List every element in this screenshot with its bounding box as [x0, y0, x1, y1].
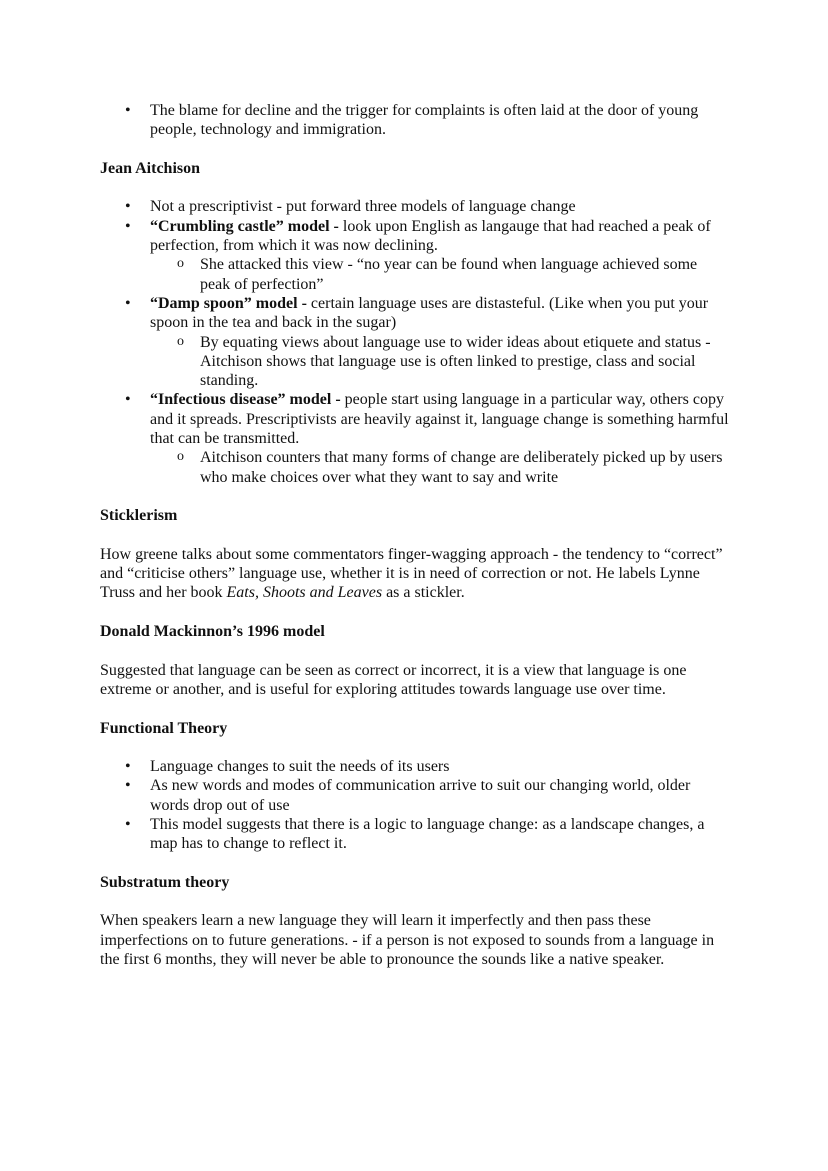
functional-list: [100, 757, 730, 853]
item-text: certain language uses are distasteful. (Like when you put your spoon in the tea and back in the sugar): [150, 294, 709, 332]
list-item: [100, 197, 730, 216]
paragraph-text: How greene talks about some commentators finger-wagging approach - the tendency to “correct” and “criticise others” language use, whether it is in need of correction or not. He labels Lynne Truss and her book: [100, 545, 723, 602]
list-item: [100, 217, 730, 294]
intro-list: [100, 101, 730, 140]
list-item: [100, 294, 730, 390]
model-name: “Crumbling castle” model -: [150, 217, 339, 235]
sub-list-item: o She attacked this view - “no year can be found when language achieved some peak of perfection”: [150, 255, 730, 294]
list-item: • This model suggests that there is a logic to language change: as a landscape changes, a map has to change to reflect it.: [100, 815, 730, 854]
sticklerism-paragraph: [100, 545, 730, 603]
list-item: [100, 390, 730, 486]
document-page: [100, 101, 730, 989]
heading-sticklerism: Sticklerism: [100, 507, 178, 525]
heading-jean-aitchison: Jean Aitchison: [100, 159, 201, 177]
model-name: “Infectious disease” model -: [150, 391, 341, 409]
aitchison-list: [100, 197, 730, 486]
mackinnon-paragraph: Suggested that language can be seen as correct or incorrect, it is a view that language is one extreme or another, and is useful for exploring attitudes towards language use over time.: [100, 661, 687, 698]
paragraph-text: as a stickler.: [382, 584, 465, 602]
item-text: Not a prescriptivist - put forward three models of language change: [150, 198, 576, 216]
sub-list-item: o Aitchison counters that many forms of change are deliberately picked up by users who make choices over what they want to say and write: [150, 448, 730, 487]
substratum-paragraph: When speakers learn a new language they will learn it imperfectly and then pass these imperfections on to future generations. - if a person is not exposed to sounds from a language in the first 6 months, they will never be able to pronounce the sounds like a native speaker.: [100, 912, 715, 969]
list-item: • As new words and modes of communication arrive to suit our changing world, older words drop out of use: [100, 776, 730, 815]
list-item: • The blame for decline and the trigger for complaints is often laid at the door of young people, technology and immigration.: [100, 101, 730, 140]
heading-mackinnon: Donald Mackinnon’s 1996 model: [100, 623, 325, 641]
model-name: “Damp spoon” model -: [150, 294, 307, 312]
sub-list-item: o By equating views about language use to wider ideas about etiquete and status - Aitchison shows that language use is often linked to prestige, class and social standing.: [150, 333, 730, 391]
book-title: Eats, Shoots and Leaves: [226, 584, 383, 602]
item-text: people start using language in a particular way, others copy and it spreads. Prescriptivists are heavily against it, language change is something harmful that can be transmitted.: [150, 391, 729, 448]
heading-functional-theory: Functional Theory: [100, 719, 228, 737]
list-item: • Language changes to suit the needs of its users: [100, 757, 730, 776]
item-text: look upon English as langauge that had reached a peak of perfection, from which it was now declining.: [150, 217, 711, 255]
heading-substratum-theory: Substratum theory: [100, 873, 230, 891]
